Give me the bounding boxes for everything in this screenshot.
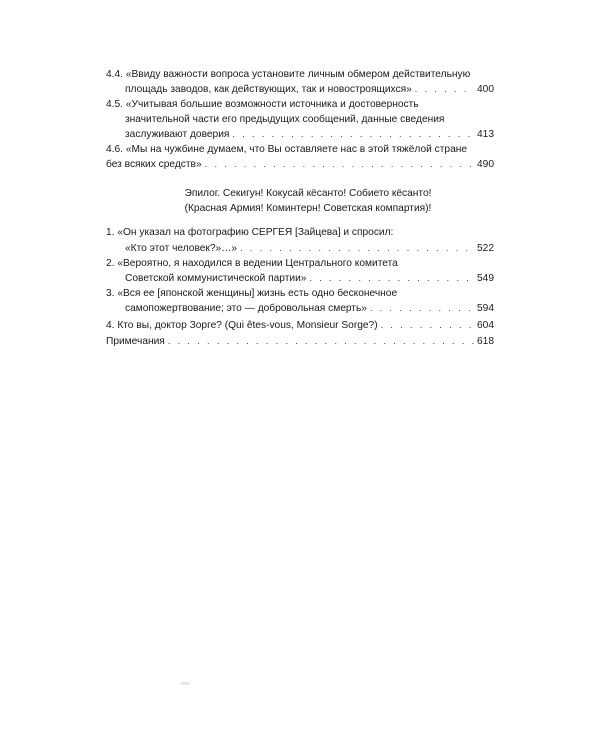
toc-entry-title: 1. «Он указал на фотографию СЕРГЕЯ [Зайцева] и спросил: xyxy=(106,227,394,239)
toc-entry-title: Примечания xyxy=(106,335,165,347)
dot-leader xyxy=(205,157,474,171)
toc-entry[interactable] xyxy=(106,98,494,142)
table-of-contents xyxy=(106,68,494,350)
page-number: 594 xyxy=(477,303,494,315)
dot-leader xyxy=(168,334,474,348)
page-number: 522 xyxy=(477,242,494,254)
page-number: 604 xyxy=(477,319,494,331)
page-number: 618 xyxy=(477,335,494,347)
toc-entry-title-continued: значительной части его предыдущих сообщений, данные сведения xyxy=(125,113,445,125)
toc-entry[interactable] xyxy=(106,318,494,333)
toc-entry-title-continued: «Кто этот человек?»…» xyxy=(125,242,238,254)
toc-entry[interactable] xyxy=(106,226,494,255)
toc-entry-title: 4.4. «Ввиду важности вопроса установите личным обмером действительную xyxy=(106,69,471,80)
toc-entry-title-continued: самопожертвование; это — добровольная смерть» xyxy=(125,303,367,315)
toc-entry-title: 3. «Вся ее [японской женщины] жизнь есть одно бесконечное xyxy=(106,288,398,300)
toc-entry[interactable] xyxy=(106,287,494,316)
toc-entry-title: 4. Кто вы, доктор Зорге? (Qui êtes-vous, Monsieur Sorge?) xyxy=(106,319,378,331)
toc-entry-title-continued: Советской коммунистической партии» xyxy=(125,273,307,285)
page-number: 490 xyxy=(477,159,494,171)
page-number: 400 xyxy=(477,84,494,96)
toc-entry[interactable] xyxy=(106,257,494,286)
epilog-heading[interactable] xyxy=(106,186,494,216)
dot-leader xyxy=(415,82,474,96)
epilog-heading-line-2: (Красная Армия! Коминтерн! Советская компартия)! xyxy=(184,203,432,215)
toc-entry-title: 2. «Вероятно, я находился в ведении Центрального комитета xyxy=(106,257,398,269)
toc-entry-title-continued: площадь заводов, как действующих, так и новостроящихся» xyxy=(125,84,412,96)
page-number: 549 xyxy=(477,273,494,285)
dot-leader xyxy=(232,127,474,141)
epilog-heading-line-1: Эпилог. Секигун! Кокусай кёсанто! Собието кёсанто! xyxy=(184,188,432,200)
dot-leader xyxy=(381,318,474,332)
toc-entry-title-continued: без всяких средств» xyxy=(106,159,202,171)
toc-entry-title: 4.5. «Учитывая большие возможности источника и достоверность xyxy=(106,99,419,111)
print-smudge xyxy=(180,682,190,685)
dot-leader xyxy=(370,301,474,315)
page-number: 413 xyxy=(477,128,494,140)
toc-entry[interactable] xyxy=(106,143,494,172)
toc-entry[interactable] xyxy=(106,334,494,349)
toc-entry[interactable] xyxy=(106,68,494,97)
toc-entry-title: 4.6. «Мы на чужбине думаем, что Вы оставляете нас в этой тяжёлой стране xyxy=(106,144,468,156)
dot-leader xyxy=(309,271,474,285)
toc-entry-title-continued: заслуживают доверия xyxy=(125,128,230,140)
dot-leader xyxy=(240,241,474,255)
